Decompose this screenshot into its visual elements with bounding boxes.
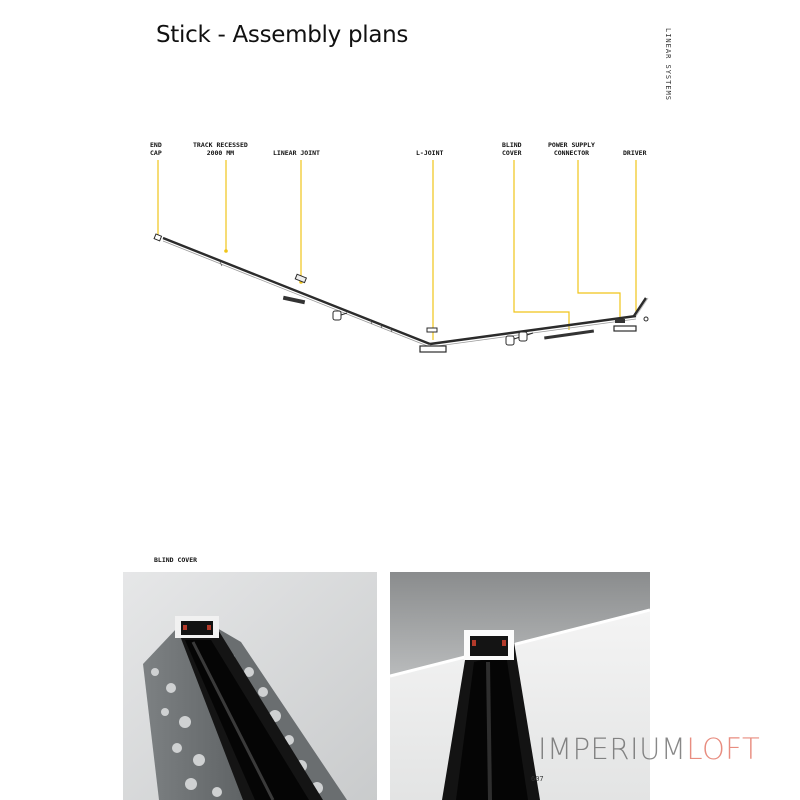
track-segment-right bbox=[430, 316, 636, 344]
callout-line: CAP bbox=[150, 149, 162, 157]
callout-line: CONNECTOR bbox=[553, 149, 590, 157]
callout-line: COVER bbox=[502, 149, 522, 157]
leader-lines bbox=[158, 160, 636, 340]
callout-line: TRACK RECESSED bbox=[193, 141, 248, 149]
l-joint-part bbox=[427, 328, 437, 332]
callout-line: 2000 MM bbox=[206, 149, 235, 157]
callout-line: BLIND bbox=[502, 141, 522, 149]
power-supply-connector-part bbox=[615, 319, 625, 323]
watermark-part-1: IMPERIUM bbox=[538, 732, 687, 766]
page-number: 607 bbox=[531, 775, 544, 783]
watermark-part-2: LOFT bbox=[686, 732, 761, 766]
side-section-label: LINEAR SYSTEMS bbox=[664, 28, 672, 102]
linear-joint-part bbox=[295, 274, 306, 282]
leader-power-supply-connector bbox=[578, 160, 620, 318]
callout-line: LINEAR JOINT bbox=[273, 149, 320, 157]
callout-line: L-JOINT bbox=[416, 149, 444, 157]
end-cap-part bbox=[154, 234, 161, 241]
l-joint-plate bbox=[420, 346, 446, 352]
leader-blind-cover bbox=[514, 160, 569, 330]
power-supply-plate bbox=[614, 326, 636, 331]
spot-module bbox=[506, 336, 520, 345]
linear-joint-plate bbox=[283, 296, 305, 304]
blind-cover-photo-left bbox=[123, 572, 377, 800]
callout-line: END bbox=[150, 141, 162, 149]
track-segment-diagonal-edge bbox=[163, 241, 430, 347]
spot-module bbox=[519, 332, 533, 341]
track-assembly bbox=[154, 234, 648, 352]
blind-cover-part bbox=[544, 330, 594, 340]
callout-line: DRIVER bbox=[623, 149, 647, 157]
section-label-blind-cover: BLIND COVER bbox=[154, 556, 198, 564]
page-title: Stick - Assembly plans bbox=[156, 22, 409, 48]
spot-module bbox=[333, 311, 347, 320]
callout-line: POWER SUPPLY bbox=[548, 141, 595, 149]
watermark bbox=[538, 732, 760, 766]
